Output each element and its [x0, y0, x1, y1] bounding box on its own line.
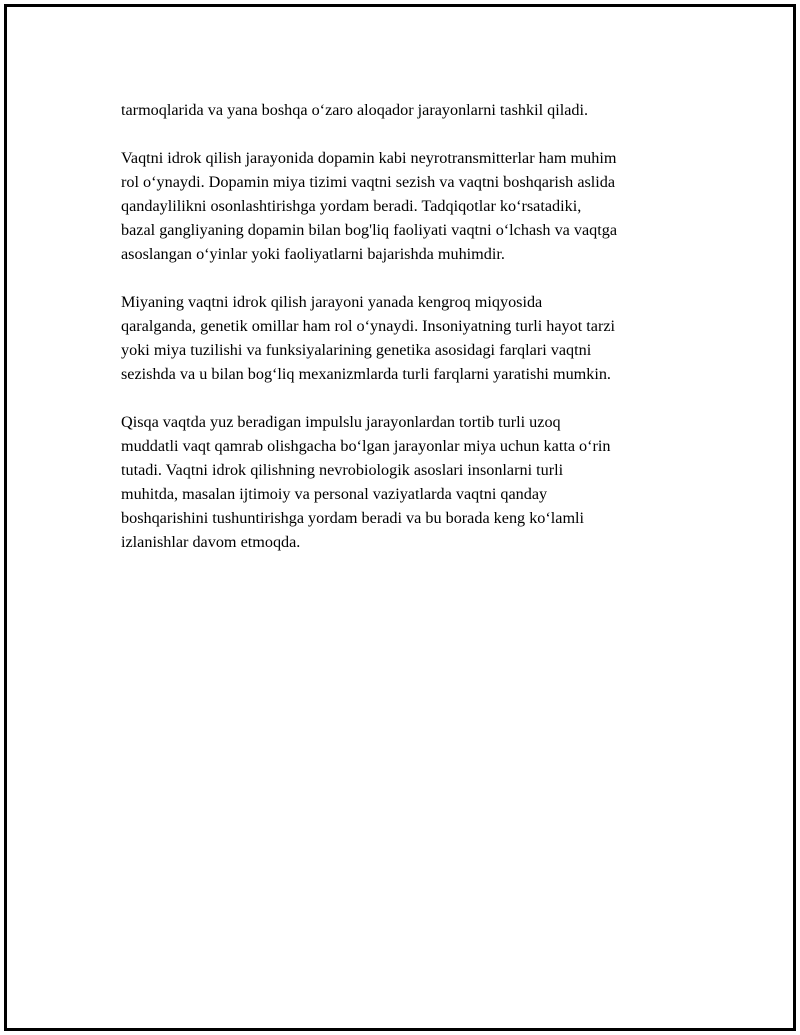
page-frame [4, 4, 796, 1031]
paragraph-3: Miyaning vaqtni idrok qilish jarayoni yanada kengroq miqyosida qaralganda, genetik omillar ham rol o‘ynaydi. Insoniyatning turli hayot tarzi yoki miya tuzilishi va funksiyalarining genetika asosidagi farqlari vaqtni sezishda va u bilan bog‘liq mexanizmlarda turli farqlarni yaratishi mumkin. [121, 293, 616, 383]
page-body [121, 98, 693, 578]
paragraph-2: Vaqtni idrok qilish jarayonida dopamin kabi neyrotransmitterlar ham muhim rol o‘ynaydi. Dopamin miya tizimi vaqtni sezish va vaqtni boshqarish aslida qandaylilikni osonlashtirishga yordam beradi. Tadqiqotlar ko‘rsatadiki, bazal gangliyaning dopamin bilan bog'liq faoliyati vaqtni o‘lchash va vaqtga asoslangan o‘yinlar yoki faoliyatlarni bajarishda muhimdir. [121, 149, 618, 263]
paragraph-4: Qisqa vaqtda yuz beradigan impulslu jarayonlardan tortib turli uzoq muddatli vaqt qamrab olishgacha bo‘lgan jarayonlar miya uchun katta o‘rin tutadi. Vaqtni idrok qilishning nevrobiologik asoslari insonlarni turli muhitda, masalan ijtimoiy va personal vaziyatlarda vaqtni qanday boshqarishini tushuntirishga yordam beradi va bu borada keng ko‘lamli izlanishlar davom etmoqda. [121, 413, 611, 551]
paragraph-1: tarmoqlarida va yana boshqa o‘zaro aloqador jarayonlarni tashkil qiladi. [121, 101, 589, 119]
